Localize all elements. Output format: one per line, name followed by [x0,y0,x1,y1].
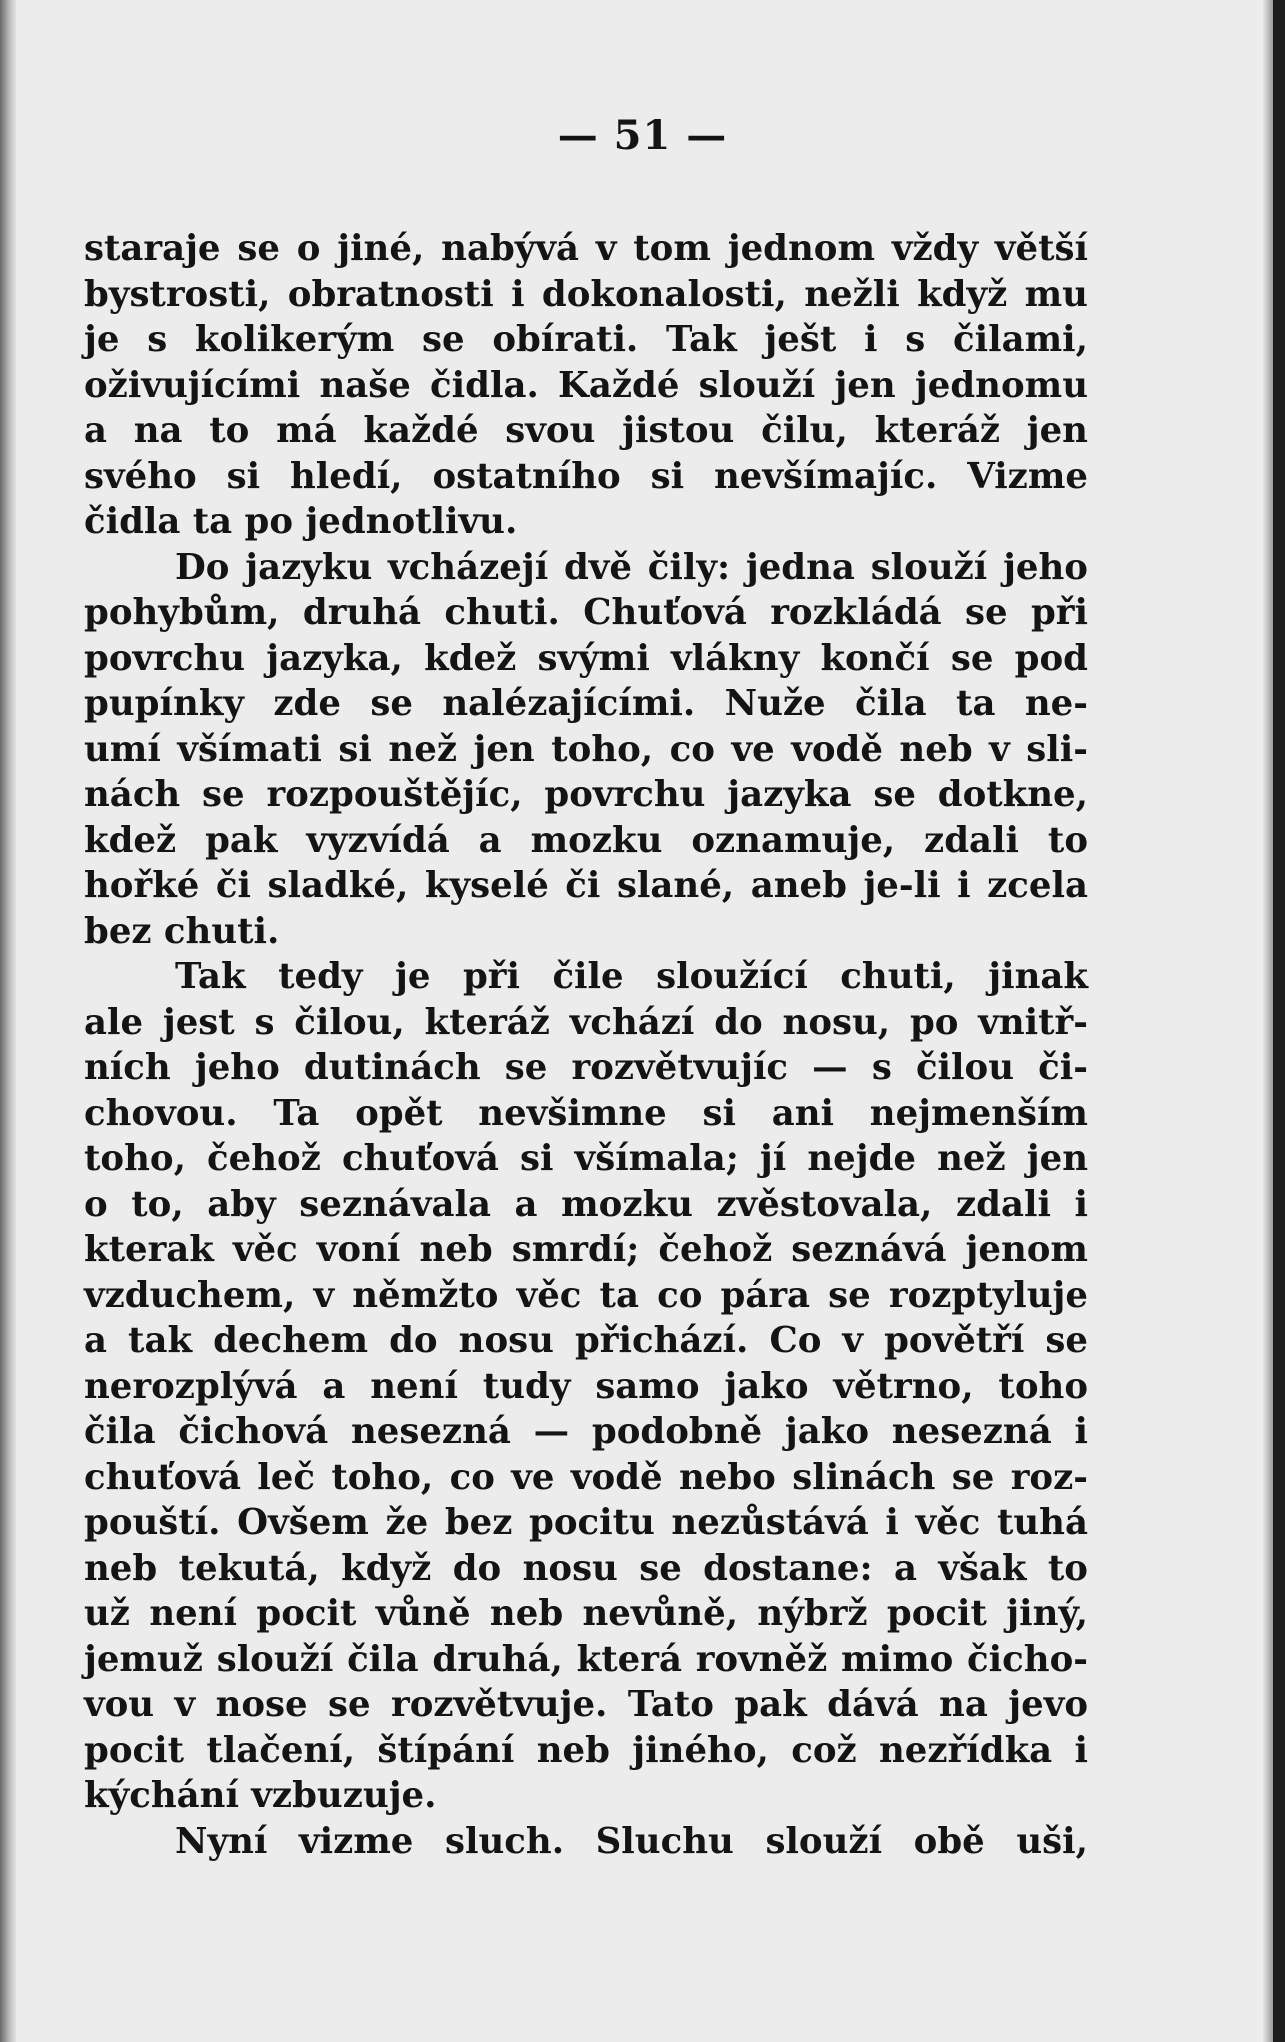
body-text [84,226,1088,1864]
text-line: pouští. Ovšem že bez pocitu nezůstává i věc tuhá [84,1502,1088,1543]
text-line: bez chuti. [84,910,280,952]
text-line: jemuž slouží čila druhá, která rovněž mimo čicho- [84,1638,1088,1680]
text-line: oživujícími naše čidla. Každé slouží jen jednomu [84,364,1088,406]
text-line: pupínky zde se nalézajícími. Nuže čila ta ne- [84,683,1088,724]
text-line: bystrosti, obratnosti i dokonalosti, nežli když mu [84,273,1088,315]
text-line: je s kolikerým se obírati. Tak ješt i s čilami, [84,319,1088,360]
scan-border [1273,0,1285,2042]
page-gutter-shadow [0,0,16,2042]
text-line: kterak věc voní neb smrdí; čehož seznává jenom [84,1229,1088,1270]
page-edge-shadow [1263,0,1273,2042]
text-line: staraje se o jiné, nabývá v tom jednom vždy větší [84,228,1088,269]
text-line: a tak dechem do nosu přichází. Co v povětří se [84,1320,1088,1361]
text-line: Do jazyku vcházejí dvě čily: jedna slouží jeho [175,546,1088,588]
text-line: chuťová leč toho, co ve vodě nebo slinách se roz- [84,1456,1088,1498]
text-line: o to, aby seznávala a mozku zvěstovala, zdali i [84,1183,1088,1225]
text-line: vzduchem, v němžto věc ta co pára se rozptyluje [84,1274,1088,1316]
text-line: chovou. Ta opět nevšimne si ani nejmenším [84,1092,1088,1134]
text-line: toho, čehož chuťová si všímala; jí nejde než jen [84,1138,1088,1179]
text-line: nerozplývá a není tudy samo jako větrno, toho [84,1365,1088,1407]
text-line: čidla ta po jednotlivu. [84,501,518,542]
text-line: Tak tedy je při čile sloužící chuti, jinak [175,956,1088,997]
text-line: kýchání vzbuzuje. [84,1775,437,1816]
text-line: už není pocit vůně neb nevůně, nýbrž pocit jiný, [84,1593,1088,1634]
text-line: vou v nose se rozvětvuje. Tato pak dává na jevo [84,1684,1088,1725]
text-line: čila čichová nesezná — podobně jako nesezná i [84,1411,1088,1452]
page-number: — 51 — [557,112,728,159]
text-line: povrchu jazyka, kdež svými vlákny končí se pod [84,637,1088,679]
text-line: ale jest s čilou, kteráž vchází do nosu, po vnitř- [84,1001,1088,1043]
text-line: hořké či sladké, kyselé či slané, aneb je-li i zcela [84,865,1088,906]
text-line: ních jeho dutinách se rozvětvujíc — s čilou či- [84,1047,1088,1088]
text-line: kdež pak vyzvídá a mozku oznamuje, zdali to [84,819,1088,861]
text-line: neb tekutá, když do nosu se dostane: a však to [84,1547,1088,1589]
text-line: pocit tlačení, štípání neb jiného, což nezřídka i [84,1729,1088,1771]
text-line: umí všímati si než jen toho, co ve vodě neb v sli- [84,728,1088,770]
text-line: svého si hledí, ostatního si nevšímajíc. Vizme [84,455,1088,497]
text-line: Nyní vizme sluch. Sluchu slouží obě uši, [175,1820,1088,1862]
text-line: a na to má každé svou jistou čilu, kteráž jen [84,410,1088,451]
text-line: nách se rozpouštějíc, povrchu jazyka se dotkne, [84,774,1088,815]
text-line: pohybům, druhá chuti. Chuťová rozkládá se při [84,592,1088,633]
